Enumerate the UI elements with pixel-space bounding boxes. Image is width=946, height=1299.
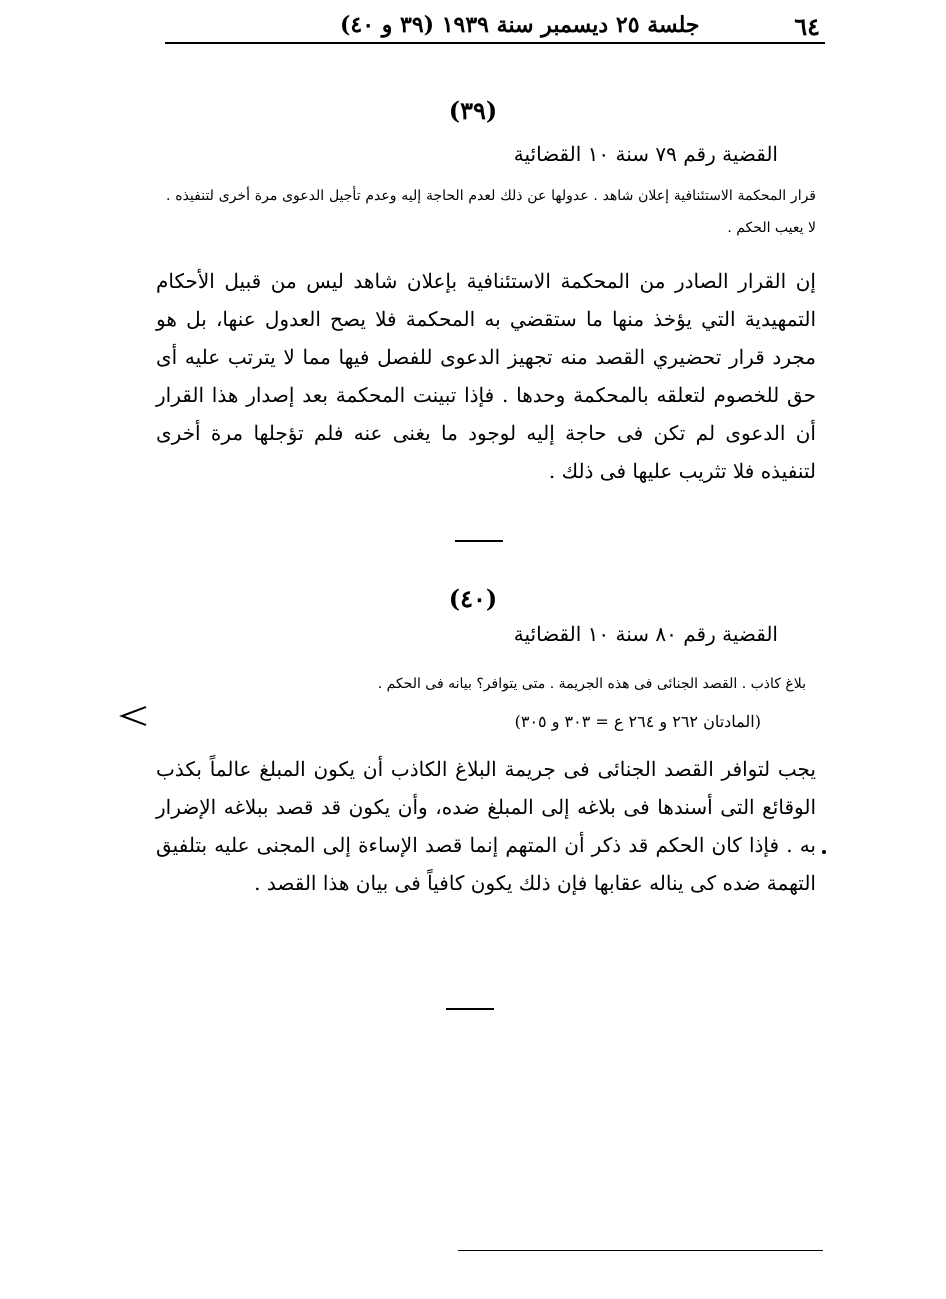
case-number-40: (٤٠): [448, 584, 498, 613]
case-body-39: إن القرار الصادر من المحكمة الاستئنافية بإعلان شاهد ليس من قبيل الأحكام التمهيدية التي يؤخذ منها ما ستقضي به المحكمة فلا يصح العدول عنها، بل هو مجرد قرار تحضيري القصد منه تجهيز الدعوى للفصل فيها مما لا يترتب عليه أى حق للخصوم لتعلقه بالمحكمة وحدها . فإذا تبينت المحكمة بعد إصدار هذا القرار أن الدعوى لم تكن فى حاجة إليه لوجود ما يغنى عنه فلم تؤجلها مرة أخرى لتنفيذه فلا تثريب عليها فى ذلك .: [156, 269, 816, 483]
page-number: ٦٤: [794, 12, 820, 41]
case-reference-40: القضية رقم ٨٠ سنة ١٠ القضائية: [513, 622, 778, 646]
case-articles-40: (المادتان ٢٦٢ و ٢٦٤ ع = ٣٠٣ و ٣٠٥): [514, 712, 761, 731]
chevron-left-icon: [118, 704, 150, 728]
end-divider: [446, 1008, 494, 1010]
margin-dot: [822, 850, 826, 854]
running-title: جلسة ٢٥ ديسمبر سنة ١٩٣٩ (٣٩ و ٤٠): [340, 12, 700, 38]
footer-rule: [458, 1250, 823, 1251]
case-summary-40: بلاغ كاذب . القصد الجنائى فى هذه الجريمة . متى يتوافر؟ بيانه فى الحكم .: [377, 676, 806, 692]
case-reference-39: القضية رقم ٧٩ سنة ١٠ القضائية: [513, 142, 778, 166]
section-divider: [455, 540, 503, 542]
header-rule: [165, 42, 825, 44]
case-summary-39: قرار المحكمة الاستئنافية إعلان شاهد . عدولها عن ذلك لعدم الحاجة إليه وعدم تأجيل الدعوى مرة أخرى لتنفيذه . لا يعيب الحكم .: [166, 188, 816, 236]
case-number-39: (٣٩): [448, 96, 498, 125]
case-body-40: يجب لتوافر القصد الجنائى فى جريمة البلاغ الكاذب أن يكون المبلغ عالماً بكذب الوقائع التى أسندها فى بلاغه إلى المبلغ ضده، وأن يكون قد قصد ببلاغه الإضرار به . فإذا كان الحكم قد ذكر أن المتهم إنما قصد الإساءة إلى المجنى عليه بتلفيق التهمة ضده كى يناله عقابها فإن ذلك يكون كافياً فى بيان هذا القصد .: [156, 757, 816, 895]
